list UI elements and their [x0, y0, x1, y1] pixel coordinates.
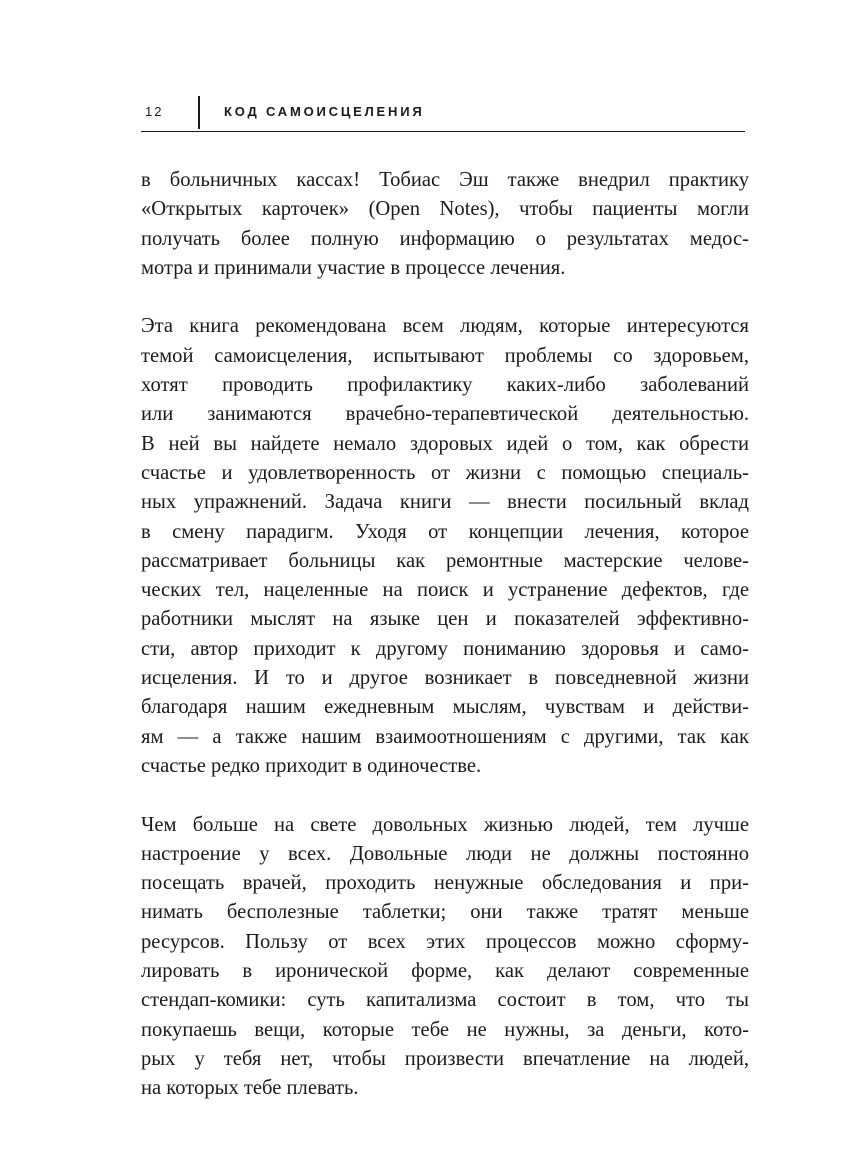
text-line: стендап-комики: суть капитализма состоит в том, что ты — [141, 989, 749, 1012]
paragraph-2 — [141, 312, 749, 781]
text-line: ресурсов. Пользу от всех этих процессов можно сформу- — [141, 930, 749, 953]
text-line: получать более полную информацию о результатах медос- — [141, 227, 749, 250]
text-line: благодаря нашим ежедневным мыслям, чувствам и действи- — [141, 696, 749, 719]
text-line: ям — а также нашим взаимоотношениям с другими, так как — [141, 725, 749, 748]
text-line: счастье и удовлетворенность от жизни с помощью специаль- — [141, 461, 749, 484]
paragraph-3 — [141, 811, 749, 1104]
text-line: Чем больше на свете довольных жизнью людей, тем лучше — [141, 813, 749, 836]
text-line: в смену парадигм. Уходя от концепции лечения, которое — [141, 520, 749, 543]
text-line: ческих тел, нацеленные на поиск и устранение дефектов, где — [141, 579, 749, 602]
text-line: настроение у всех. Довольные люди не должны постоянно — [141, 842, 749, 865]
text-line: исцеления. И то и другое возникает в повседневной жизни — [141, 667, 749, 690]
running-title: КОД САМОИСЦЕЛЕНИЯ — [224, 104, 425, 119]
text-line: в больничных кассах! Тобиас Эш также внедрил практику — [141, 169, 749, 191]
text-line: темой самоисцеления, испытывают проблемы со здоровьем, — [141, 344, 749, 367]
text-line: покупаешь вещи, которые тебе не нужны, за деньги, кото- — [141, 1018, 749, 1041]
text-line: рых у тебя нет, чтобы произвести впечатление на людей, — [141, 1047, 749, 1070]
text-line: лировать в иронической форме, как делают современные — [141, 960, 749, 983]
text-line: «Открытых карточек» (Open Notes), чтобы пациенты могли — [141, 198, 749, 221]
text-line: нимать бесполезные таблетки; они также тратят меньше — [141, 901, 749, 924]
body-text — [141, 166, 749, 1133]
text-line: счастье редко приходит в одиночестве. — [141, 754, 482, 777]
text-line: В ней вы найдете немало здоровых идей о том, как обрести — [141, 432, 749, 455]
text-line: ных упражнений. Задача книги — внести посильный вклад — [141, 491, 749, 514]
text-line: рассматривает больницы как ремонтные мастерские челове- — [141, 549, 749, 572]
text-line: Эта книга рекомендована всем людям, которые интересуются — [141, 315, 749, 338]
text-line: сти, автор приходит к другому пониманию здоровья и само- — [141, 637, 749, 660]
page-header — [141, 96, 745, 134]
header-rule — [141, 131, 745, 132]
paragraph-1 — [141, 166, 749, 283]
text-line: на которых тебе плевать. — [141, 1077, 359, 1100]
text-line: хотят проводить профилактику каких-либо заболеваний — [141, 374, 749, 397]
text-line: мотра и принимали участие в процессе лечения. — [141, 256, 566, 279]
text-line: или занимаются врачебно-терапевтической деятельностью. — [141, 403, 749, 426]
text-line: работники мыслят на языке цен и показателей эффективно- — [141, 608, 749, 631]
header-divider — [198, 96, 200, 129]
page-number: 12 — [145, 104, 164, 119]
text-line: посещать врачей, проходить ненужные обследования и при- — [141, 872, 749, 895]
